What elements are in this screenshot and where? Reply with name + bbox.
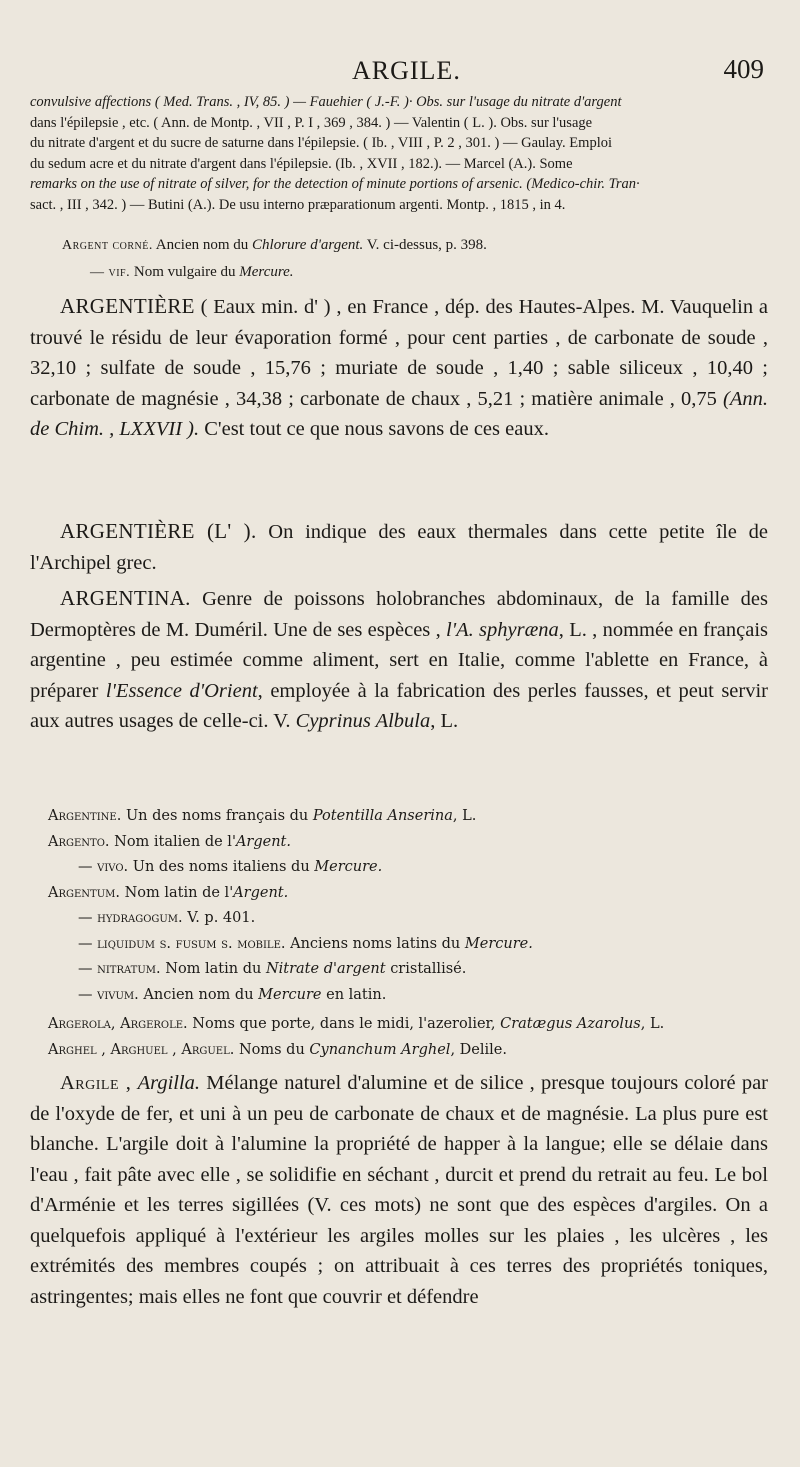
argent-entries <box>62 232 782 286</box>
argent-corne-entry: Argent corné. Ancien nom du Chlorure d'argent. V. ci-dessus, p. 398. <box>62 237 487 253</box>
sub-entry: — hydragogum. V. p. 401. <box>78 910 256 926</box>
argerola-entries <box>48 1012 788 1063</box>
bibliography-line: du sedum acre et du nitrate d'argent dans l'épilepsie. (Ib. , XVII , 182.). — Marcel (A.). Some <box>30 155 573 172</box>
bibliography-line: dans l'épilepsie , etc. ( Ann. de Montp. , VII , P. I , 369 , 384. ) — Valentin ( L. ). Obs. sur l'usage <box>30 114 593 131</box>
sub-entry: — liquidum s. fusum s. mobile. Anciens noms latins du Mercure. <box>78 935 533 952</box>
sub-entry: Arghel , Arghuel , Arguel. Noms du Cynanchum Arghel, Delile. <box>48 1041 507 1058</box>
argent-vif-entry: — vif. Nom vulgaire du Mercure. <box>90 264 294 280</box>
bibliography-line: sact. , III , 342. ) — Butini (A.). De usu interno præparationum argenti. Montp. , 1815 , in 4. <box>30 196 566 213</box>
sub-entry: Argento. Nom italien de l'Argent. <box>48 833 291 850</box>
sub-entry: Argentine. Un des noms français du Potentilla Anserina, L. <box>48 808 477 824</box>
bibliography-line: convulsive affections ( Med. Trans. , IV, 85. ) — Fauehier ( J.-F. )· Obs. sur l'usage du nitrate d'argent <box>30 94 622 110</box>
headword: ARGENTIÈRE <box>60 294 195 318</box>
sub-entry: — nitratum. Nom latin du Nitrate d'argent cristallisé. <box>78 961 467 977</box>
entry-argentiere-eaux: ARGENTIÈRE ( Eaux min. d' ) , en France , dép. des Hautes-Alpes. M. Vauquelin a trouvé le résidu de leur évaporation formé , pour cent parties , de carbonate de soude , 32,10 ; sulfate de soude , 15,76 ; muriate de soude , 1,40 ; sable siliceux , 10,40 ; carbonate de magnésie , 34,38 ; carbonate de chaux , 5,21 ; matière animale , 0,75 (Ann. de Chim. , LXXVII ). C'est tout ce que nous savons de ces eaux. <box>30 294 768 440</box>
bibliography-block <box>30 92 792 215</box>
sub-entry: — vivum. Ancien nom du Mercure en latin. <box>78 986 387 1003</box>
entry-argentina: ARGENTINA. Genre de poissons holobranches abdominaux, de la famille des Dermoptères de M. Duméril. Une de ses espèces , l'A. sphyræna, L. , nommée en français argentine , peu estimée comme aliment, sert en Italie, comme l'ablette en France, à préparer l'Essence d'Orient, employée à la fabrication des perles fausses, et peut servir aux autres usages de celle-ci. V. Cyprinus Albula, L. <box>30 586 769 732</box>
page-header <box>0 52 800 92</box>
headword: ARGENTINA. <box>60 586 191 610</box>
entry-argile: Argile , Argilla. Mélange naturel d'alumine et de silice , presque toujours coloré par de l'oxyde de fer, et uni à un peu de carbonate de chaux et de magnésie. La plus pure est blanche. L'argile doit à l'alumine la propriété de happer à la langue; elle se délaie dans l'eau , fait pâte avec elle , se solidifie en séchant , durcit et prend du retrait au feu. Le bol d'Arménie et les terres sigillées (V. ces mots) ne sont que des espèces d'argiles. On a quelquefois appliqué à l'extérieur les argiles molles sur les plaies , les ulcères , les extrémités des membres coupés ; on attribuait à ces terres des propriétés toniques, astringentes; mais elles ne font que couvrir et défendre <box>30 1072 769 1308</box>
sub-entry: Argerola, Argerole. Noms que porte, dans le midi, l'azerolier, Cratægus Azarolus, L. <box>48 1016 665 1032</box>
headword: ARGENTIÈRE (L' ). <box>60 519 257 543</box>
page-number: 409 <box>723 54 764 84</box>
bibliography-line: du nitrate d'argent et du sucre de saturne dans l'épilepsie. ( Ib. , VIII , P. 2 , 301. ) — Gaulay. Emploi <box>30 135 612 151</box>
sub-entry: — vivo. Un des noms italiens du Mercure. <box>78 859 383 875</box>
entry-argentiere-archipel: ARGENTIÈRE (L' ). On indique des eaux thermales dans cette petite île de l'Archipel grec. <box>30 519 768 574</box>
running-title: ARGILE. <box>352 56 461 85</box>
headword: Argile , <box>60 1072 132 1094</box>
sub-entry: Argentum. Nom latin de l'Argent. <box>48 884 289 901</box>
argent-sub-entries <box>48 804 788 1008</box>
bibliography-line: remarks on the use of nitrate of silver, for the detection of minute portions of arsenic. (Medico-chir. Tran· <box>30 176 640 192</box>
